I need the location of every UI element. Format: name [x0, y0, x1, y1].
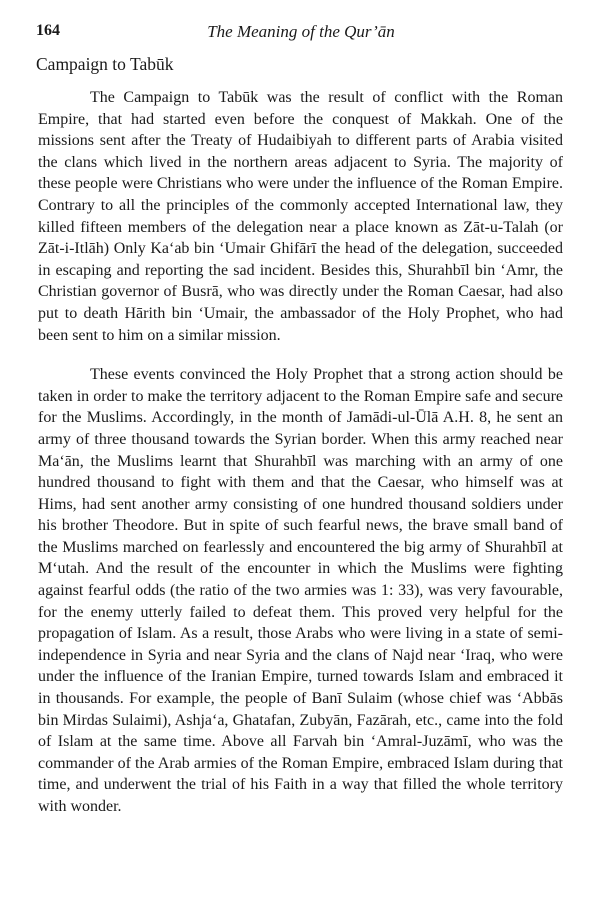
running-head: The Meaning of the Qur’ān [207, 22, 395, 41]
body-text [38, 87, 563, 818]
paragraph: The Campaign to Tabūk was the result of conflict with the Roman Empire, that had started even before the conquest of Makkah. One of the missions sent after the Treaty of Hudaibiyah to different parts of Arabia visited the clans which lived in the northern areas adjacent to Syria. The majority of these people were Christians who were under the influence of the Roman Empire. Contrary to all the principles of the commonly accepted International law, they killed fifteen members of the delegation near a place known as Zāt-u-Talah (or Zāt-i-Itlāh) Only Ka‘ab bin ‘Umair Ghifārī the head of the delegation, succeeded in escaping and reporting the sad incident. Besides this, Shurahbīl bin ‘Amr, the Christian governor of Busrā, who was directly under the Roman Caesar, had also put to death Hārith bin ‘Umair, the ambassador of the Holy Prophet, who had been sent to him on a similar mission. [38, 89, 563, 344]
paragraph: These events convinced the Holy Prophet that a strong action should be taken in order to make the territory adjacent to the Roman Empire safe and secure for the Muslims. Accordingly, in the month of Jamādi-ul-Ūlā A.H. 8, he sent an army of three thousand towards the Syrian border. When this army reached near Ma‘ān, the Muslims learnt that Shurahbīl was marching with an army of one hundred thousand to fight with them and that the Caesar, who himself was at Hims, had sent another army consisting of one hundred thousand soldiers under his brother Theodore. But in spite of such fearful news, the brave small band of the Muslims marched on fearlessly and encountered the big army of Shurahbīl at M‘utah. And the result of the encounter in which the Muslims were fighting against fearful odds (the ratio of the two armies was 1: 33), was very favourable, for the enemy utterly failed to defeat them. This proved very helpful for the propagation of Islam. As a result, those Arabs who were living in a state of semi-independence in Syria and near Syria and the clans of Najd near ‘Iraq, who were under the influence of the Iranian Empire, turned towards Islam and embraced it in thousands. For example, the people of Banī Sulaim (whose chief was ‘Abbās bin Mirdas Sulaimi), Ashja‘a, Ghatafan, Zubyān, Fazārah, etc., came into the fold of Islam at the same time. Above all Farvah bin ‘Amral-Juzāmī, who was the commander of the Arab armies of the Roman Empire, embraced Islam during that time, and underwent the trial of his Faith in a way that filled the whole territory with wonder. [38, 366, 563, 815]
section-heading: Campaign to Tabūk [36, 54, 174, 74]
page-header [36, 22, 566, 46]
page-number: 164 [36, 22, 60, 39]
